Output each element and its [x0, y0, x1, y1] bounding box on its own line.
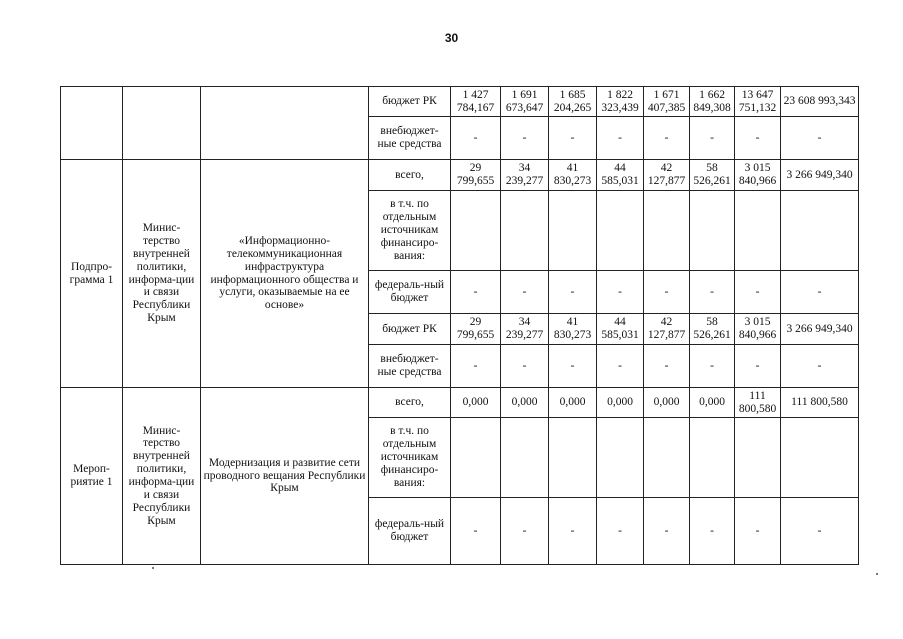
amount-cell: 13 647 751,132	[735, 87, 781, 117]
amount-cell: -	[597, 345, 644, 388]
funding-source-cell: федераль-ный бюджет	[369, 498, 451, 565]
amount-cell: -	[549, 117, 597, 160]
table-row	[61, 160, 859, 191]
program-cell	[61, 87, 123, 160]
amount-cell	[690, 418, 735, 498]
amount-cell: 42 127,877	[644, 160, 690, 191]
amount-cell: -	[735, 271, 781, 314]
amount-cell	[781, 191, 859, 271]
amount-cell: -	[549, 498, 597, 565]
amount-cell: 0,000	[549, 388, 597, 418]
amount-cell: -	[451, 117, 501, 160]
organization-cell	[123, 87, 201, 160]
amount-cell: 44 585,031	[597, 314, 644, 345]
amount-cell: -	[597, 271, 644, 314]
program-cell: Мероп-риятие 1	[61, 388, 123, 565]
amount-cell	[781, 418, 859, 498]
amount-cell: -	[644, 117, 690, 160]
event-name-cell: Модернизация и развитие сети проводного вещания Республики Крым	[201, 388, 369, 565]
table-row	[61, 388, 859, 418]
amount-cell: -	[451, 271, 501, 314]
amount-cell	[735, 418, 781, 498]
amount-cell: 41 830,273	[549, 160, 597, 191]
amount-cell: 111 800,580	[735, 388, 781, 418]
funding-source-cell: внебюджет-ные средства	[369, 345, 451, 388]
amount-cell: -	[781, 271, 859, 314]
funding-source-cell: внебюджет-ные средства	[369, 117, 451, 160]
budget-table-body	[61, 87, 859, 565]
amount-cell: 0,000	[644, 388, 690, 418]
amount-cell	[597, 418, 644, 498]
amount-cell: -	[597, 117, 644, 160]
amount-cell: 1 662 849,308	[690, 87, 735, 117]
amount-cell: -	[690, 271, 735, 314]
amount-cell: -	[597, 498, 644, 565]
amount-cell: -	[549, 345, 597, 388]
amount-cell: -	[644, 498, 690, 565]
amount-cell: 3 266 949,340	[781, 160, 859, 191]
amount-cell: -	[451, 498, 501, 565]
amount-cell: -	[735, 345, 781, 388]
amount-cell: 3 015 840,966	[735, 160, 781, 191]
scan-speck	[152, 567, 154, 569]
amount-cell: 1 685 204,265	[549, 87, 597, 117]
table-row	[61, 87, 859, 117]
amount-cell	[690, 191, 735, 271]
organization-cell: Минис-терство внутренней политики, информа-ции и связи Республики Крым	[123, 160, 201, 388]
amount-cell: 0,000	[597, 388, 644, 418]
program-cell: Подпро-грамма 1	[61, 160, 123, 388]
amount-cell	[549, 191, 597, 271]
amount-cell: 42 127,877	[644, 314, 690, 345]
amount-cell: 58 526,261	[690, 160, 735, 191]
amount-cell	[451, 418, 501, 498]
amount-cell: -	[735, 498, 781, 565]
amount-cell: 58 526,261	[690, 314, 735, 345]
amount-cell: 0,000	[690, 388, 735, 418]
amount-cell: -	[549, 271, 597, 314]
funding-source-cell: бюджет РК	[369, 87, 451, 117]
funding-source-cell: всего,	[369, 388, 451, 418]
funding-source-cell: в т.ч. по отдельным источникам финансиро-вания:	[369, 418, 451, 498]
amount-cell: 1 671 407,385	[644, 87, 690, 117]
page-number: 30	[444, 31, 459, 45]
funding-source-cell: бюджет РК	[369, 314, 451, 345]
budget-table	[60, 86, 859, 565]
amount-cell	[501, 418, 549, 498]
amount-cell: 3 266 949,340	[781, 314, 859, 345]
amount-cell: -	[735, 117, 781, 160]
amount-cell: -	[781, 117, 859, 160]
amount-cell: 0,000	[451, 388, 501, 418]
amount-cell: 23 608 993,343	[781, 87, 859, 117]
amount-cell: -	[644, 345, 690, 388]
amount-cell: 3 015 840,966	[735, 314, 781, 345]
amount-cell	[644, 418, 690, 498]
amount-cell: -	[644, 271, 690, 314]
amount-cell: -	[781, 498, 859, 565]
amount-cell: -	[501, 498, 549, 565]
event-name-cell: «Информационно-телекоммуникационная инфраструктура информационного общества и услуги, оказываемые на ее основе»	[201, 160, 369, 388]
amount-cell: 41 830,273	[549, 314, 597, 345]
amount-cell: -	[501, 345, 549, 388]
amount-cell: 111 800,580	[781, 388, 859, 418]
amount-cell: -	[451, 345, 501, 388]
amount-cell	[501, 191, 549, 271]
amount-cell	[597, 191, 644, 271]
funding-source-cell: всего,	[369, 160, 451, 191]
scan-speck	[876, 573, 878, 575]
amount-cell: -	[690, 498, 735, 565]
organization-cell: Минис-терство внутренней политики, информа-ции и связи Республики Крым	[123, 388, 201, 565]
amount-cell: -	[781, 345, 859, 388]
amount-cell	[451, 191, 501, 271]
amount-cell: 1 427 784,167	[451, 87, 501, 117]
amount-cell: 34 239,277	[501, 314, 549, 345]
event-name-cell	[201, 87, 369, 160]
amount-cell	[549, 418, 597, 498]
amount-cell: 29 799,655	[451, 160, 501, 191]
amount-cell: -	[690, 345, 735, 388]
amount-cell: 44 585,031	[597, 160, 644, 191]
amount-cell: 1 691 673,647	[501, 87, 549, 117]
amount-cell: -	[501, 271, 549, 314]
amount-cell	[644, 191, 690, 271]
funding-source-cell: федераль-ный бюджет	[369, 271, 451, 314]
amount-cell	[735, 191, 781, 271]
amount-cell: 29 799,655	[451, 314, 501, 345]
amount-cell: 34 239,277	[501, 160, 549, 191]
amount-cell: 1 822 323,439	[597, 87, 644, 117]
amount-cell: -	[690, 117, 735, 160]
amount-cell: -	[501, 117, 549, 160]
funding-source-cell: в т.ч. по отдельным источникам финансиро-вания:	[369, 191, 451, 271]
amount-cell: 0,000	[501, 388, 549, 418]
